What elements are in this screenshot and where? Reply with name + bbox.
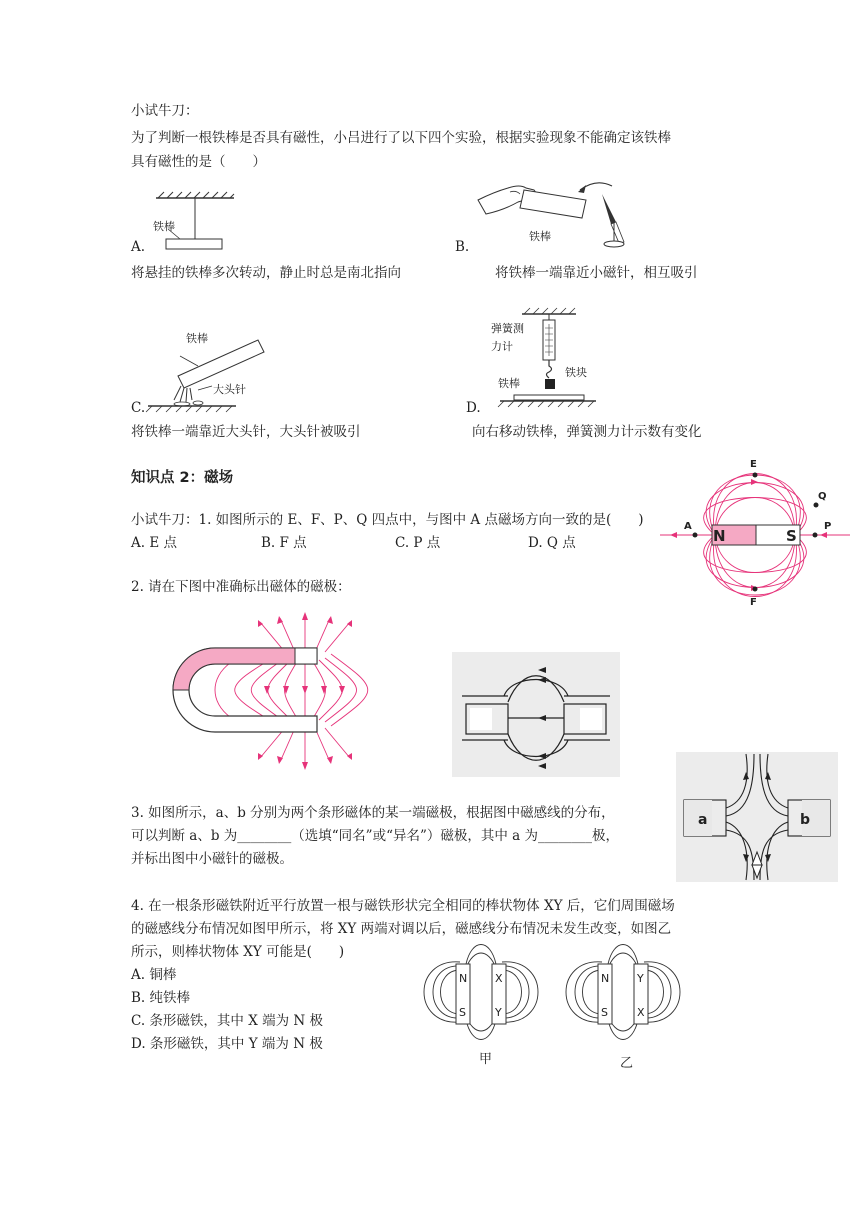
two-magnets-figure (452, 652, 620, 777)
option-c-label-rod: 铁棒 (186, 332, 208, 345)
q1-stem-line1: 为了判断一根铁棒是否具有磁性，小吕进行了以下四个实验，根据实验现象不能确定该铁棒 (131, 130, 671, 146)
q3-a-label: a (698, 812, 708, 828)
option-b-letter: B. (455, 239, 470, 255)
option-c-caption: 将铁棒一端靠近大头针，大头针被吸引 (131, 424, 361, 440)
s2-q2-text: 2. 请在下图中准确标出磁体的磁极： (131, 579, 351, 595)
s2-q4-option-b: B. 纯铁棒 (131, 990, 191, 1006)
jia-y-label: Y (495, 1006, 502, 1019)
s2-q1-choice-c: C. P 点 (395, 535, 441, 551)
option-b-caption: 将铁棒一端靠近小磁针，相互吸引 (495, 265, 698, 281)
option-a-letter: A. (131, 239, 146, 255)
yi-n-label: N (601, 972, 610, 985)
option-d-label-rod: 铁棒 (498, 377, 520, 390)
q3-figure (676, 752, 838, 882)
option-d-label-block: 铁块 (565, 366, 587, 379)
option-a-label-rod: 铁棒 (153, 220, 175, 233)
s2-q4-option-a: A. 铜棒 (131, 967, 177, 983)
s2-q4-option-c: C. 条形磁铁，其中 X 端为 N 极 (131, 1013, 324, 1029)
s2-q3-line3: 并标出图中小磁针的磁极。 (131, 851, 293, 867)
s2-q4-line2: 的磁感线分布情况如图甲所示，将 XY 两端对调以后，磁感线分布情况未发生改变，如图乙 (131, 921, 672, 937)
point-e-label: E (750, 459, 757, 470)
q4-caption-yi: 乙 (620, 1056, 634, 1071)
q4-caption-jia: 甲 (479, 1052, 493, 1067)
s2-q3-line2: 可以判断 a、b 为________（选填“同名”或“异名”）磁极，其中 a 为________极， (131, 828, 620, 844)
option-d-label-spring2: 力计 (491, 340, 513, 353)
jia-s-label: S (459, 1006, 466, 1019)
option-b-label-rod: 铁棒 (529, 230, 551, 243)
horseshoe-magnet-figure (155, 612, 365, 777)
jia-n-label: N (459, 972, 468, 985)
option-c-letter: C. (131, 400, 146, 416)
q1-stem-line2: 具有磁性的是（ ） (131, 154, 266, 170)
s2-q4-option-d: D. 条形磁铁，其中 Y 端为 N 极 (131, 1036, 323, 1052)
q1-heading: 小试牛刀： (131, 103, 199, 119)
q4-figure-jia (420, 944, 542, 1054)
s2-q1-choice-a: A. E 点 (131, 535, 177, 551)
yi-s-label: S (601, 1006, 608, 1019)
point-a-label: A (684, 521, 692, 532)
bar-magnet-field-figure (660, 455, 850, 610)
option-d-letter: D. (466, 400, 481, 416)
jia-x-label: X (495, 972, 503, 985)
s2-q4-line1: 4. 在一根条形磁铁附近平行放置一根与磁铁形状完全相同的棒状物体 XY 后，它们周围磁场 (131, 898, 675, 914)
s2-q3-line1: 3. 如图所示，a、b 分别为两个条形磁体的某一端磁极，根据图中磁感线的分布， (131, 805, 615, 821)
q4-figure-yi (562, 944, 684, 1054)
s2-q1-choice-d: D. Q 点 (528, 535, 576, 551)
s2-q1-choice-b: B. F 点 (261, 535, 307, 551)
s2-q1-text: 小试牛刀：1. 如图所示的 E、F、P、Q 四点中，与图中 A 点磁场方向一致的是( ) (131, 512, 644, 528)
option-a-caption: 将悬挂的铁棒多次转动，静止时总是南北指向 (131, 265, 401, 281)
point-f-label: F (750, 597, 757, 608)
bar-s-label: S (786, 527, 797, 545)
bar-n-label: N (713, 527, 726, 545)
option-c-label-pin: 大头针 (213, 383, 246, 396)
q3-b-label: b (800, 812, 811, 828)
yi-x-label: X (637, 1006, 645, 1019)
option-d-label-spring1: 弹簧测 (491, 322, 524, 335)
section2-title: 知识点 2：磁场 (131, 470, 234, 486)
s2-q4-line3: 所示，则棒状物体 XY 可能是( ) (131, 944, 345, 960)
point-p-label: P (824, 521, 832, 532)
yi-y-label: Y (637, 972, 644, 985)
option-b-figure (474, 178, 634, 253)
option-d-caption: 向右移动铁棒，弹簧测力计示数有变化 (472, 424, 702, 440)
point-q-label: Q (818, 491, 827, 502)
